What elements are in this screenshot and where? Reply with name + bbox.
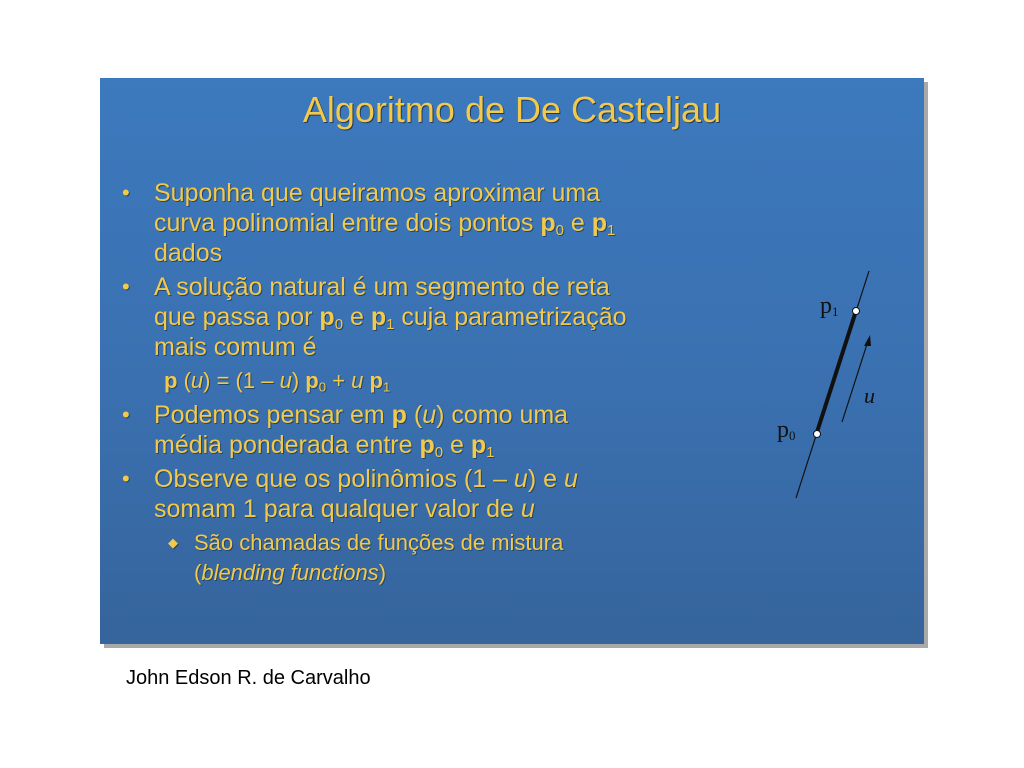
bullet-item [122, 464, 762, 524]
footer-author: John Edson R. de Carvalho [126, 667, 371, 689]
line-segment-diagram [770, 268, 900, 503]
bullet-item [122, 272, 762, 362]
math-subscript: 1 [382, 379, 391, 395]
bullet-text: Podemos pensar em [154, 401, 392, 429]
p0-label: p0 [777, 417, 796, 443]
segment-p0-p1 [817, 311, 856, 432]
sub-bullet-item [122, 528, 762, 588]
math-symbol: p [164, 368, 178, 393]
formula-text: ) = (1 – [203, 368, 280, 393]
math-subscript: 0 [318, 379, 327, 395]
bullet-dot-icon: • [122, 274, 130, 299]
point-p1 [853, 308, 860, 315]
bullet-item [122, 178, 762, 268]
u-label: u [864, 383, 875, 408]
bullet-text: curva polinomial entre dois pontos [154, 209, 541, 237]
math-symbol: p [419, 431, 435, 459]
bullet-text: A solução natural é um segmento de reta [154, 273, 610, 301]
bullet-dot-icon: • [122, 466, 130, 491]
sub-bullet-text: São chamadas de funções de mistura [194, 530, 564, 555]
bullet-text: cuja parametrização [394, 303, 627, 331]
bullet-text: Observe que os polinômios (1 – [154, 465, 514, 493]
parametric-formula [122, 366, 762, 396]
bullet-dot-icon: • [122, 180, 130, 205]
math-symbol: p [591, 209, 608, 237]
bullet-text: ) e [527, 465, 564, 493]
bullet-text: somam 1 para qualquer valor de [154, 495, 521, 523]
bullet-item [122, 400, 762, 460]
sub-bullet-text: ) [378, 560, 387, 585]
bullet-dot-icon: • [122, 402, 130, 427]
formula-text: + [326, 368, 352, 393]
math-variable: u [422, 401, 437, 429]
slide-content [122, 178, 762, 588]
math-symbol: p [391, 401, 407, 429]
p1-label: p1 [820, 293, 839, 319]
bullet-text: dados [154, 239, 223, 267]
bullet-text: ) como uma [436, 401, 569, 429]
math-variable: u [563, 465, 578, 493]
math-symbol: p [540, 209, 556, 237]
math-symbol: p [305, 368, 319, 393]
math-variable: u [351, 368, 364, 393]
bullet-text: e [563, 209, 592, 237]
math-symbol: p [369, 368, 383, 393]
math-subscript: 1 [386, 315, 395, 333]
slide-title: Algoritmo de De Casteljau [302, 89, 722, 130]
math-variable: u [279, 368, 292, 393]
bullet-text: e [343, 303, 371, 331]
sub-bullet-italic: blending functions [201, 560, 379, 585]
bullet-text: média ponderada entre [154, 431, 420, 459]
math-variable: u [513, 465, 528, 493]
sub-bullet-text: ( [194, 560, 202, 585]
math-subscript: 1 [607, 221, 616, 239]
bullet-text: Suponha que queiramos aproximar uma [154, 179, 601, 207]
math-symbol: p [470, 431, 487, 459]
math-variable: u [190, 368, 204, 393]
formula-text: ) [291, 368, 306, 393]
bullet-text: mais comum é [154, 333, 317, 361]
math-subscript: 0 [334, 315, 344, 333]
math-subscript: 1 [486, 443, 495, 461]
bullet-text: e [443, 431, 471, 459]
bullet-text: que passa por [154, 303, 320, 331]
slide [100, 78, 924, 644]
point-p0 [814, 431, 821, 438]
math-variable: u [520, 495, 535, 523]
diamond-bullet-icon: ◆ [168, 535, 178, 550]
bullet-text: ( [406, 401, 423, 429]
math-subscript: 0 [434, 443, 444, 461]
math-subscript: 0 [555, 221, 564, 239]
math-symbol: p [319, 303, 335, 331]
direction-arrow [842, 341, 868, 422]
math-symbol: p [370, 303, 387, 331]
formula-text: ( [177, 368, 191, 393]
arrow-head-icon [864, 335, 871, 346]
